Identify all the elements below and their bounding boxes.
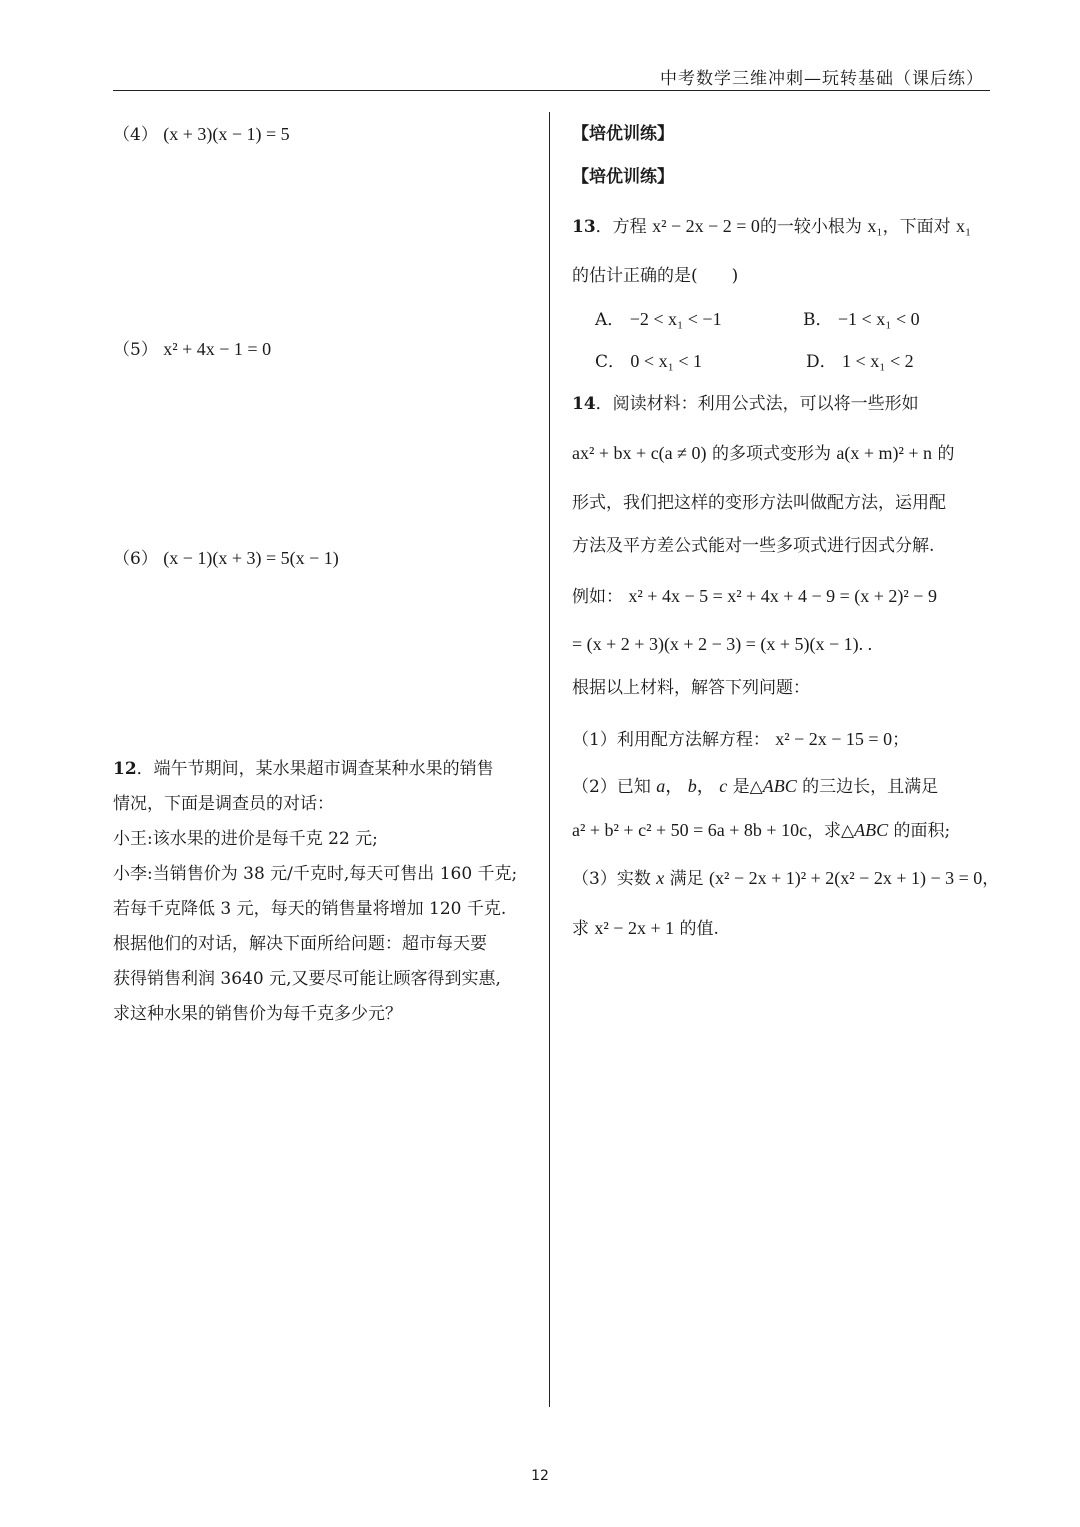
question-14-line: [572, 441, 954, 466]
question-14-part-2: [572, 818, 950, 843]
question-12-line: 若每千克降低 3 元，每天的销售量将增加 120 千克.: [113, 899, 507, 919]
question-14-line: [572, 392, 919, 416]
part-text: 的值.: [679, 919, 719, 939]
part-expr: (x² − 2x + 1)² + 2(x² − 2x + 1) − 3 = 0: [709, 868, 983, 888]
question-13-line: 的估计正确的是( ): [572, 266, 739, 286]
part-text: （3）实数: [572, 869, 651, 889]
question-12-line: 求这种水果的销售价为每千克多少元？: [113, 1004, 402, 1024]
option-d: [806, 349, 914, 374]
part-text: 求: [572, 919, 589, 939]
question-14-number: 14: [572, 394, 596, 414]
question-12-number: 12: [113, 759, 137, 779]
part-expr: x² − 2x + 1: [594, 918, 675, 938]
question-13-equation: x² − 2x − 2 = 0: [652, 216, 760, 236]
equation-6-expr: (x − 1)(x + 3) = 5(x − 1): [163, 548, 339, 568]
part-text: ，求△: [807, 821, 855, 841]
var-b: b: [687, 776, 697, 796]
page-header: [113, 62, 990, 91]
option-b: [803, 307, 920, 332]
question-12-text: ．端午节期间，某水果超市调查某种水果的销售: [136, 759, 494, 779]
question-14-part-3: [572, 916, 719, 941]
question-14-example: [572, 632, 872, 657]
part-text: 的三边长，且满足: [802, 777, 939, 797]
part-text: （1）利用配方法解方程：: [572, 730, 770, 750]
question-14-text: ．阅读材料：利用公式法，可以将一些形如: [595, 394, 919, 414]
equation-4-expr: (x + 3)(x − 1) = 5: [163, 124, 290, 144]
header-title: 中考数学三维冲刺—玩转基础（课后练）: [660, 69, 984, 89]
example-expr: = (x + 2 + 3)(x + 2 − 3) = (x + 5)(x − 1). .: [572, 634, 873, 654]
var-a: a: [656, 776, 666, 796]
page-number: 12: [531, 1468, 549, 1484]
option-expr: −2 < x₁ < −1: [629, 309, 722, 329]
equation-6-label: （6）: [113, 549, 158, 569]
column-divider: [549, 112, 550, 1407]
question-13-text: ．方程: [595, 217, 647, 237]
equation-5: [113, 337, 271, 362]
question-13-var: x₁: [956, 216, 972, 236]
triangle-name: ABC: [762, 776, 797, 796]
question-13-line: [572, 214, 971, 239]
question-14-text: 的: [937, 444, 955, 464]
question-12-line: [113, 757, 494, 781]
option-label: B．: [803, 310, 833, 330]
option-expr: 1 < x₁ < 2: [842, 351, 914, 371]
section-heading: 【培优训练】: [572, 167, 674, 187]
option-expr: 0 < x₁ < 1: [630, 351, 702, 371]
question-14-part-3: [572, 866, 999, 891]
option-a: [595, 307, 722, 332]
question-14-expr: ax² + bx + c(a ≠ 0): [572, 443, 707, 463]
part-expr: x² − 2x − 15 = 0: [775, 729, 893, 749]
option-expr: −1 < x₁ < 0: [837, 309, 920, 329]
question-12-line: 获得销售利润 3640 元,又要尽可能让顾客得到实惠,: [113, 969, 501, 989]
question-12-line: 小李:当销售价为 38 元/千克时,每天可售出 160 千克;: [113, 864, 518, 884]
question-14-line: 方法及平方差公式能对一些多项式进行因式分解.: [572, 536, 935, 556]
option-label: A．: [595, 310, 625, 330]
question-13-text: 的一较小根为: [759, 217, 862, 237]
part-text: ；: [892, 730, 910, 750]
question-14-line: 形式，我们把这样的变形方法叫做配方法，运用配: [572, 493, 946, 513]
question-13-number: 13: [572, 217, 596, 237]
question-12-line: 小王:该水果的进价是每千克 22 元;: [113, 829, 378, 849]
equation-5-expr: x² + 4x − 1 = 0: [163, 339, 272, 359]
part-text: ，: [982, 869, 1000, 889]
option-label: C．: [595, 352, 626, 372]
question-13-var: x₁: [867, 216, 883, 236]
question-13-text: ，下面对: [882, 217, 951, 237]
part-text: （2）已知: [572, 777, 651, 797]
question-12-line: 根据他们的对话，解决下面所给问题：超市每天要: [113, 934, 487, 954]
var-x: x: [656, 868, 665, 888]
question-14-text: 的多项式变形为: [711, 444, 831, 464]
part-expr: a² + b² + c² + 50 = 6a + 8b + 10c: [572, 820, 808, 840]
part-text: 的面积;: [893, 821, 951, 841]
question-14-example: [572, 584, 937, 609]
equation-4-label: （4）: [113, 125, 158, 145]
option-c: [595, 349, 702, 374]
example-label: 例如：: [572, 587, 623, 607]
triangle-name: ABC: [854, 820, 889, 840]
question-14-part-2: （2）已知 a， b， c 是△ABC 的三边长，且满足: [572, 776, 939, 797]
part-text: 满足: [669, 869, 704, 889]
question-12-line: 情况，下面是调查员的对话：: [113, 794, 334, 814]
part-text: 是△: [732, 777, 763, 797]
equation-4: [113, 122, 290, 147]
equation-6: [113, 546, 339, 571]
var-c: c: [719, 776, 728, 796]
equation-5-label: （5）: [113, 340, 158, 360]
option-label: D．: [806, 352, 837, 372]
section-heading: 【培优训练】: [572, 124, 674, 144]
question-14-expr: a(x + m)² + n: [836, 443, 933, 463]
question-14-part-1: [572, 727, 909, 752]
example-expr: x² + 4x − 5 = x² + 4x + 4 − 9 = (x + 2)² − 9: [628, 586, 937, 606]
question-14-line: 根据以上材料，解答下列问题：: [572, 678, 810, 698]
